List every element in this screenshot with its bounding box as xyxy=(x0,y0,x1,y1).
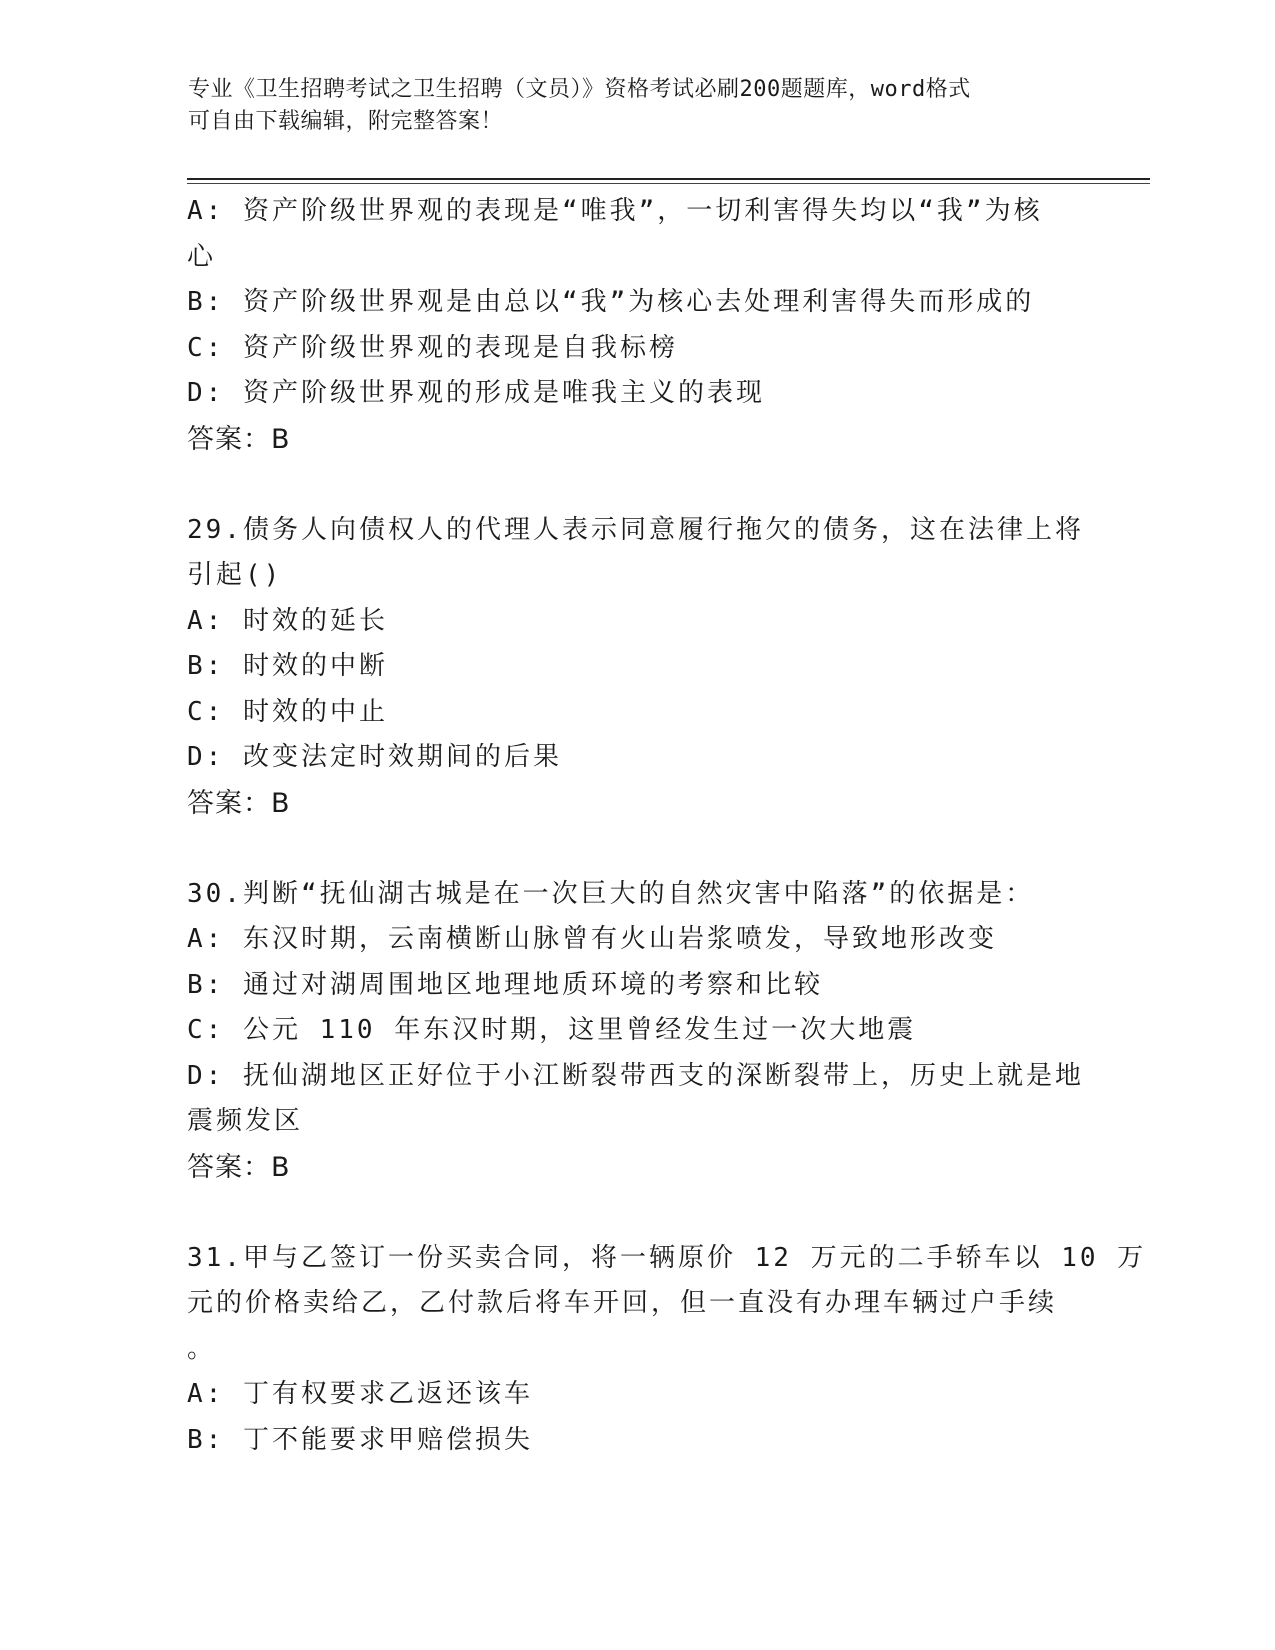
answer: 答案：B xyxy=(187,787,291,819)
header-divider-thin xyxy=(187,183,1150,184)
question-30 xyxy=(187,872,1087,1191)
question-stem-line-3: 。 xyxy=(187,1333,217,1364)
header-line-2: 可自由下载编辑，附完整答案！ xyxy=(188,109,504,134)
question-stem-line-1: 31.甲与乙签订一份买卖合同，将一辆原价 12 万元的二手轿车以 10 万 xyxy=(187,1242,1147,1273)
option-c: C: 资产阶级世界观的表现是自我标榜 xyxy=(187,332,678,363)
option-d-line-1: D: 抚仙湖地区正好位于小江断裂带西支的深断裂带上，历史上就是地 xyxy=(187,1060,1084,1091)
header-line-1: 专业《卫生招聘考试之卫生招聘（文员）》资格考试必刷200题题库，word格式 xyxy=(188,77,971,102)
option-b: B: 丁不能要求甲赔偿损失 xyxy=(187,1424,533,1455)
option-b: B: 通过对湖周围地区地理地质环境的考察和比较 xyxy=(187,969,823,1000)
option-b: B: 时效的中断 xyxy=(187,651,388,681)
header-divider-thick xyxy=(187,178,1150,180)
spacer xyxy=(187,1190,1087,1236)
question-stem-line-2: 引起() xyxy=(187,560,283,590)
question-31 xyxy=(187,1236,1147,1464)
page-header xyxy=(188,74,1088,138)
answer: 答案：B xyxy=(187,423,291,455)
option-a: A: 时效的延长 xyxy=(187,605,388,636)
question-content xyxy=(187,189,1147,1463)
option-a: A: 东汉时期，云南横断山脉曾有火山岩浆喷发，导致地形改变 xyxy=(187,924,997,954)
option-b: B: 资产阶级世界观是由总以“我”为核心去处理利害得失而形成的 xyxy=(187,287,1035,317)
answer: 答案：B xyxy=(187,1151,291,1183)
question-stem-line-2: 元的价格卖给乙，乙付款后将车开回，但一直没有办理车辆过户手续 xyxy=(187,1288,1058,1318)
option-d-line-2: 震频发区 xyxy=(187,1106,304,1136)
spacer xyxy=(187,462,1087,508)
option-c: C: 公元 110 年东汉时期，这里曾经发生过一次大地震 xyxy=(187,1015,917,1045)
option-d: D: 改变法定时效期间的后果 xyxy=(187,742,562,772)
question-29 xyxy=(187,508,1087,827)
spacer xyxy=(187,826,1087,872)
question-28 xyxy=(187,189,1087,462)
question-stem-line-1: 29.债务人向债权人的代理人表示同意履行拖欠的债务，这在法律上将 xyxy=(187,514,1084,545)
option-a-line-2: 心 xyxy=(187,241,217,272)
option-d: D: 资产阶级世界观的形成是唯我主义的表现 xyxy=(187,378,765,408)
option-a-line-1: A: 资产阶级世界观的表现是“唯我”，一切利害得失均以“我”为核 xyxy=(187,196,1043,226)
question-stem: 30.判断“抚仙湖古城是在一次巨大的自然灾害中陷落”的依据是： xyxy=(187,878,1035,909)
option-a: A: 丁有权要求乙返还该车 xyxy=(187,1379,533,1409)
option-c: C: 时效的中止 xyxy=(187,696,388,727)
